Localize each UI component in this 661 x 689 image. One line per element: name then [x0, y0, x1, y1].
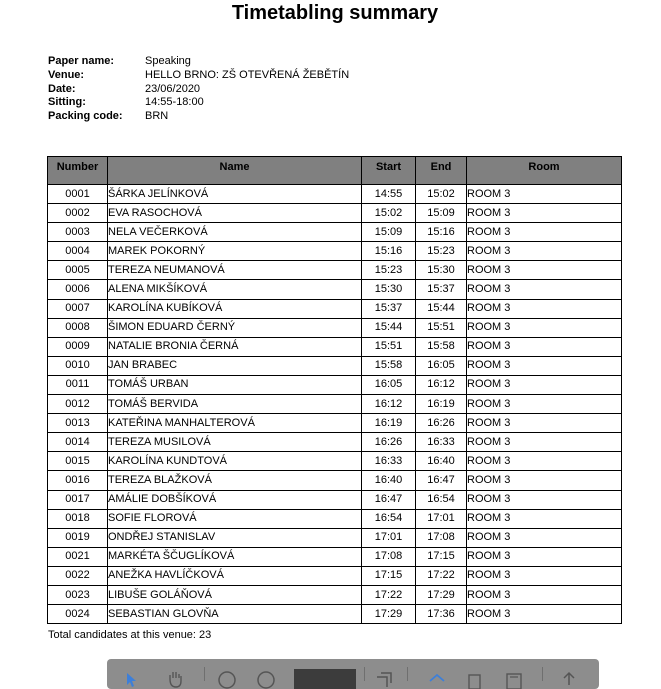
cell-room: ROOM 3 [467, 490, 622, 509]
table-row [48, 280, 622, 299]
cell-end: 15:09 [416, 204, 467, 223]
document-meta [48, 55, 349, 124]
meta-label: Venue: [48, 68, 85, 81]
table-row [48, 185, 622, 204]
cell-name: AMÁLIE DOBŠÍKOVÁ [108, 490, 362, 509]
cell-start: 15:44 [362, 318, 416, 337]
zoom-level-field[interactable] [294, 669, 356, 689]
cell-end: 17:22 [416, 566, 467, 585]
cell-number: 0012 [48, 395, 108, 414]
cell-number: 0008 [48, 318, 108, 337]
meta-row-paper-name [48, 55, 349, 69]
cell-number: 0003 [48, 223, 108, 242]
cell-room: ROOM 3 [467, 414, 622, 433]
meta-label: Packing code: [48, 110, 123, 122]
header-end: End [416, 157, 467, 185]
table-body [48, 185, 622, 624]
table-row [48, 509, 622, 528]
cell-room: ROOM 3 [467, 375, 622, 394]
cell-name: ALENA MIKŠÍKOVÁ [108, 280, 362, 299]
cell-room: ROOM 3 [467, 566, 622, 585]
cell-room: ROOM 3 [467, 509, 622, 528]
cell-number: 0005 [48, 261, 108, 280]
cell-room: ROOM 3 [467, 547, 622, 566]
cell-end: 17:01 [416, 509, 467, 528]
cell-number: 0016 [48, 471, 108, 490]
rotate-icon[interactable] [373, 669, 393, 689]
meta-row-venue [48, 69, 349, 83]
table-header-row [48, 157, 622, 185]
table-row [48, 528, 622, 547]
cell-start: 16:47 [362, 490, 416, 509]
zoom-out-icon[interactable] [217, 669, 237, 689]
table-row [48, 318, 622, 337]
cell-name: JAN BRABEC [108, 356, 362, 375]
cell-room: ROOM 3 [467, 204, 622, 223]
print-icon[interactable] [504, 669, 524, 689]
table-row [48, 605, 622, 624]
cell-name: NELA VEČERKOVÁ [108, 223, 362, 242]
cell-room: ROOM 3 [467, 261, 622, 280]
meta-row-sitting [48, 96, 349, 110]
meta-label: Date: [48, 82, 76, 95]
cell-end: 15:23 [416, 242, 467, 261]
cell-room: ROOM 3 [467, 242, 622, 261]
cell-room: ROOM 3 [467, 471, 622, 490]
cell-end: 16:05 [416, 356, 467, 375]
pdf-viewer-toolbar [107, 659, 599, 689]
cell-name: TEREZA MUSILOVÁ [108, 433, 362, 452]
cell-number: 0017 [48, 490, 108, 509]
cell-name: KAROLÍNA KUBÍKOVÁ [108, 299, 362, 318]
cell-end: 17:29 [416, 585, 467, 604]
cell-start: 15:51 [362, 337, 416, 356]
cell-start: 16:12 [362, 395, 416, 414]
cell-number: 0001 [48, 185, 108, 204]
table-row [48, 242, 622, 261]
table-row [48, 223, 622, 242]
download-icon[interactable] [559, 669, 579, 689]
cell-name: ŠÁRKA JELÍNKOVÁ [108, 185, 362, 204]
cell-name: ONDŘEJ STANISLAV [108, 528, 362, 547]
meta-value: Speaking [145, 55, 191, 67]
cell-start: 16:40 [362, 471, 416, 490]
table-row [48, 261, 622, 280]
header-room: Room [467, 157, 622, 185]
cell-start: 17:15 [362, 566, 416, 585]
cell-name: ŠIMON EDUARD ČERNÝ [108, 318, 362, 337]
cell-room: ROOM 3 [467, 185, 622, 204]
cell-room: ROOM 3 [467, 585, 622, 604]
cell-start: 15:16 [362, 242, 416, 261]
cell-name: NATALIE BRONIA ČERNÁ [108, 337, 362, 356]
meta-value: 14:55-18:00 [145, 96, 204, 109]
cell-start: 15:09 [362, 223, 416, 242]
cell-room: ROOM 3 [467, 356, 622, 375]
cell-end: 15:37 [416, 280, 467, 299]
meta-row-packing-code [48, 110, 349, 124]
cell-number: 0011 [48, 375, 108, 394]
table-row [48, 375, 622, 394]
cell-end: 15:58 [416, 337, 467, 356]
cell-end: 17:08 [416, 528, 467, 547]
table-row [48, 490, 622, 509]
pointer-icon[interactable] [121, 669, 141, 689]
cell-end: 16:47 [416, 471, 467, 490]
cell-end: 15:16 [416, 223, 467, 242]
cell-name: KAROLÍNA KUNDTOVÁ [108, 452, 362, 471]
cell-name: TEREZA BLAŽKOVÁ [108, 471, 362, 490]
cell-end: 16:26 [416, 414, 467, 433]
cell-room: ROOM 3 [467, 395, 622, 414]
cell-room: ROOM 3 [467, 528, 622, 547]
table-row [48, 414, 622, 433]
cell-name: TEREZA NEUMANOVÁ [108, 261, 362, 280]
cell-number: 0018 [48, 509, 108, 528]
meta-label: Sitting: [48, 96, 86, 109]
cell-number: 0023 [48, 585, 108, 604]
cell-name: LIBUŠE GOLÁŇOVÁ [108, 585, 362, 604]
table-row [48, 471, 622, 490]
table-row [48, 452, 622, 471]
meta-value: BRN [145, 110, 169, 122]
cell-name: KATEŘINA MANHALTEROVÁ [108, 414, 362, 433]
timetable [47, 156, 622, 624]
cell-number: 0009 [48, 337, 108, 356]
cell-number: 0024 [48, 605, 108, 624]
cell-room: ROOM 3 [467, 452, 622, 471]
cell-number: 0022 [48, 566, 108, 585]
cell-start: 16:33 [362, 452, 416, 471]
meta-value: HELLO BRNO: ZŠ OTEVŘENÁ ŽEBĚTÍN [145, 68, 350, 81]
table-row [48, 585, 622, 604]
zoom-in-icon[interactable] [256, 669, 276, 689]
cell-number: 0007 [48, 299, 108, 318]
cell-start: 17:29 [362, 605, 416, 624]
cell-start: 16:54 [362, 509, 416, 528]
cell-name: SEBASTIAN GLOVŇA [108, 605, 362, 624]
cell-end: 15:30 [416, 261, 467, 280]
cell-name: EVA RASOCHOVÁ [108, 204, 362, 223]
table-row [48, 337, 622, 356]
table-row [48, 547, 622, 566]
cell-end: 15:02 [416, 185, 467, 204]
hand-icon[interactable] [165, 669, 185, 689]
cell-end: 15:51 [416, 318, 467, 337]
table-row [48, 395, 622, 414]
meta-label: Paper name: [48, 55, 115, 67]
cell-start: 17:01 [362, 528, 416, 547]
cell-name: MARKÉTA ŠČUGLÍKOVÁ [108, 547, 362, 566]
cell-name: TOMÁŠ URBAN [108, 375, 362, 394]
cell-start: 15:23 [362, 261, 416, 280]
cell-number: 0021 [48, 547, 108, 566]
cell-number: 0004 [48, 242, 108, 261]
table-row [48, 356, 622, 375]
cell-room: ROOM 3 [467, 433, 622, 452]
cell-name: ANEŽKA HAVLÍČKOVÁ [108, 566, 362, 585]
cell-room: ROOM 3 [467, 318, 622, 337]
cell-room: ROOM 3 [467, 605, 622, 624]
document-title: Timetabling summary [231, 2, 439, 24]
cell-start: 16:05 [362, 375, 416, 394]
header-number: Number [48, 157, 108, 185]
cell-room: ROOM 3 [467, 280, 622, 299]
cell-end: 16:19 [416, 395, 467, 414]
cell-end: 16:12 [416, 375, 467, 394]
total-candidates: Total candidates at this venue: 23 [48, 629, 212, 641]
cell-start: 15:58 [362, 356, 416, 375]
header-start: Start [362, 157, 416, 185]
cell-name: TOMÁŠ BERVIDA [108, 395, 362, 414]
cell-start: 16:26 [362, 433, 416, 452]
cell-start: 17:22 [362, 585, 416, 604]
cell-start: 16:19 [362, 414, 416, 433]
cell-end: 16:33 [416, 433, 467, 452]
meta-value: 23/06/2020 [145, 82, 201, 95]
cell-number: 0019 [48, 528, 108, 547]
cell-end: 15:44 [416, 299, 467, 318]
cell-number: 0002 [48, 204, 108, 223]
cell-start: 15:02 [362, 204, 416, 223]
header-name: Name [108, 157, 362, 185]
cell-end: 16:40 [416, 452, 467, 471]
cell-room: ROOM 3 [467, 299, 622, 318]
cell-end: 17:36 [416, 605, 467, 624]
cell-number: 0010 [48, 356, 108, 375]
cell-number: 0014 [48, 433, 108, 452]
cell-name: SOFIE FLOROVÁ [108, 509, 362, 528]
table-row [48, 566, 622, 585]
table-row [48, 204, 622, 223]
cell-room: ROOM 3 [467, 223, 622, 242]
save-icon[interactable] [465, 669, 485, 689]
cell-number: 0013 [48, 414, 108, 433]
cell-start: 15:30 [362, 280, 416, 299]
cell-name: MAREK POKORNÝ [108, 242, 362, 261]
cell-end: 17:15 [416, 547, 467, 566]
table-row [48, 299, 622, 318]
cell-number: 0015 [48, 452, 108, 471]
cell-start: 17:08 [362, 547, 416, 566]
cell-number: 0006 [48, 280, 108, 299]
table-row [48, 433, 622, 452]
meta-row-date [48, 83, 349, 97]
cell-start: 14:55 [362, 185, 416, 204]
cell-room: ROOM 3 [467, 337, 622, 356]
select-icon[interactable] [427, 669, 447, 689]
cell-end: 16:54 [416, 490, 467, 509]
cell-start: 15:37 [362, 299, 416, 318]
